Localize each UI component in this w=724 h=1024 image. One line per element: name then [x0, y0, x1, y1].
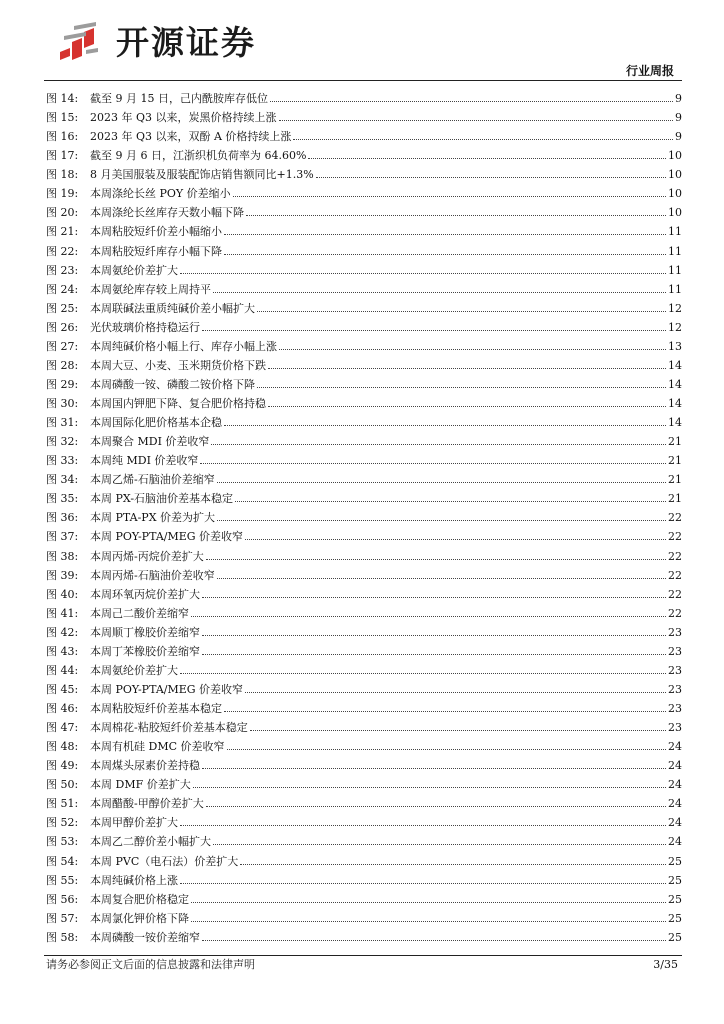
dot-leader — [180, 673, 666, 674]
figure-number: 图 54: — [46, 854, 79, 868]
figure-number: 图 34: — [46, 473, 79, 487]
figure-title: 本周氨纶价差扩大 — [90, 263, 178, 277]
toc-entry[interactable] — [46, 832, 682, 851]
dot-leader — [193, 787, 666, 788]
dot-leader — [206, 559, 666, 560]
figure-page-number: 13 — [668, 339, 682, 353]
dot-leader — [191, 921, 666, 922]
dot-leader — [279, 349, 666, 350]
figure-page-number: 22 — [668, 549, 682, 563]
figure-page-number: 22 — [668, 511, 682, 525]
figure-title: 本周国内钾肥下降、复合肥价格持稳 — [90, 397, 266, 410]
figure-number: 图 20: — [46, 206, 79, 220]
figure-page-number: 11 — [668, 263, 682, 277]
figure-title: 截至 9 月 15 日，己内酰胺库存低位 — [90, 92, 268, 105]
figure-number: 图 30: — [46, 397, 79, 410]
figure-number: 图 19: — [46, 187, 79, 201]
dot-leader — [308, 158, 666, 159]
figure-page-number: 25 — [668, 873, 682, 887]
dot-leader — [227, 749, 667, 750]
dot-leader — [180, 883, 666, 884]
figure-page-number: 9 — [675, 111, 682, 125]
figure-title: 截至 9 月 6 日，江浙织机负荷率为 64.60% — [90, 149, 307, 163]
toc-entry[interactable] — [46, 337, 682, 356]
report-type: 行业周报 — [625, 64, 674, 78]
dot-leader — [235, 501, 666, 502]
figure-title: 本周氯化钾价格下降 — [90, 911, 189, 925]
dot-leader — [257, 311, 666, 312]
figure-page-number: 24 — [668, 778, 682, 792]
figure-title: 本周纯碱价格上涨 — [90, 873, 178, 887]
toc-entry[interactable] — [46, 432, 682, 451]
dot-leader — [224, 425, 666, 426]
figure-page-number: 22 — [668, 606, 682, 620]
dot-leader — [200, 463, 666, 464]
figure-title: 本周丙烯-石脑油价差收窄 — [90, 568, 215, 582]
figure-page-number: 24 — [668, 797, 682, 811]
figure-number: 图 39: — [46, 568, 79, 582]
figure-title: 本周甲醇价差扩大 — [90, 816, 178, 830]
figure-title: 本周 POY-PTA/MEG 价差收窄 — [90, 530, 244, 544]
figure-number: 图 45: — [46, 682, 79, 696]
toc-entry[interactable] — [46, 242, 682, 261]
figure-page-number: 9 — [675, 92, 682, 105]
figure-title: 本周大豆、小麦、玉米期货价格下跌 — [90, 358, 266, 372]
dot-leader — [224, 711, 666, 712]
figure-page-number: 23 — [668, 682, 682, 696]
dot-leader — [217, 520, 666, 521]
figure-title: 本周乙二醇价差小幅扩大 — [90, 835, 211, 849]
dot-leader — [202, 635, 666, 636]
figure-number: 图 56: — [46, 892, 79, 906]
figure-number: 图 16: — [46, 130, 79, 144]
toc-entry[interactable] — [46, 566, 682, 585]
figure-page-number: 11 — [668, 282, 682, 296]
figure-title: 本周磷酸一铵、磷酸二铵价格下降 — [90, 377, 255, 391]
figure-number: 图 32: — [46, 435, 79, 449]
dot-leader — [191, 616, 666, 617]
figure-number: 图 36: — [46, 511, 79, 525]
toc-entry[interactable] — [46, 928, 682, 947]
figure-page-number: 22 — [668, 568, 682, 582]
figure-title: 本周己二酸价差缩窄 — [90, 606, 189, 620]
dot-leader — [202, 654, 666, 655]
figure-title: 本周粘胶短纤价差基本稳定 — [90, 702, 222, 715]
toc-entry[interactable] — [46, 909, 682, 928]
toc-entry[interactable] — [46, 165, 682, 184]
figure-page-number: 25 — [668, 854, 682, 868]
figure-page-number: 11 — [668, 244, 682, 258]
figure-title: 本周丙烯-丙烷价差扩大 — [90, 549, 204, 563]
figure-number: 图 43: — [46, 644, 79, 658]
toc-entry[interactable] — [46, 356, 682, 375]
figure-page-number: 10 — [668, 187, 682, 201]
figure-table-of-contents — [46, 89, 682, 947]
toc-entry[interactable] — [46, 451, 682, 470]
dot-leader — [316, 177, 666, 178]
dot-leader — [206, 806, 666, 807]
figure-title: 本周顺丁橡胶价差缩窄 — [90, 625, 200, 639]
toc-entry[interactable] — [46, 222, 682, 241]
dot-leader — [246, 215, 666, 216]
figure-title: 本周纯碱价格小幅上行、库存小幅上涨 — [90, 339, 277, 353]
figure-number: 图 53: — [46, 835, 79, 849]
toc-entry[interactable] — [46, 585, 682, 604]
figure-title: 2023 年 Q3 以来，炭黑价格持续上涨 — [90, 111, 277, 125]
figure-page-number: 12 — [668, 320, 682, 334]
dot-leader — [213, 292, 666, 293]
toc-entry[interactable] — [46, 661, 682, 680]
figure-title: 本周 PTA-PX 价差为扩大 — [90, 511, 216, 525]
header-divider — [44, 80, 682, 81]
figure-title: 本周复合肥价格稳定 — [90, 892, 189, 906]
toc-entry[interactable] — [46, 680, 682, 699]
figure-title: 本周氨纶价差扩大 — [90, 663, 178, 677]
figure-number: 图 21: — [46, 225, 79, 239]
figure-number: 图 51: — [46, 797, 79, 811]
toc-entry[interactable] — [46, 489, 682, 508]
figure-title: 本周粘胶短纤库存小幅下降 — [90, 244, 222, 258]
toc-entry[interactable] — [46, 756, 682, 775]
figure-number: 图 25: — [46, 301, 79, 315]
figure-title: 8 月美国服装及服装配饰店销售额同比+1.3% — [90, 168, 314, 182]
figure-title: 本周 PX-石脑油价差基本稳定 — [90, 492, 234, 506]
figure-number: 图 14: — [46, 92, 79, 105]
toc-entry[interactable] — [46, 604, 682, 623]
dot-leader — [240, 864, 666, 865]
figure-title: 本周磷酸一铵价差缩窄 — [90, 930, 200, 944]
figure-title: 本周棉花-粘胶短纤价差基本稳定 — [90, 721, 248, 735]
toc-entry[interactable] — [46, 527, 682, 546]
figure-title: 光伏玻璃价格持稳运行 — [90, 320, 200, 334]
figure-number: 图 31: — [46, 416, 79, 430]
dot-leader — [270, 101, 673, 102]
figure-number: 图 28: — [46, 358, 79, 372]
kaiyuan-securities-logo-icon — [56, 22, 100, 62]
figure-title: 本周有机硅 DMC 价差收窄 — [90, 740, 225, 754]
figure-page-number: 23 — [668, 644, 682, 658]
figure-page-number: 10 — [668, 168, 682, 182]
toc-entry[interactable] — [46, 146, 682, 165]
figure-title: 本周粘胶短纤价差小幅缩小 — [90, 225, 222, 239]
figure-title: 本周 DMF 价差扩大 — [90, 778, 191, 792]
figure-page-number: 14 — [668, 377, 682, 391]
figure-number: 图 48: — [46, 740, 79, 754]
dot-leader — [250, 730, 666, 731]
toc-entry[interactable] — [46, 852, 682, 871]
figure-page-number: 24 — [668, 759, 682, 773]
toc-entry[interactable] — [46, 718, 682, 737]
figure-number: 图 27: — [46, 339, 79, 353]
dot-leader — [180, 273, 666, 274]
dot-leader — [211, 444, 666, 445]
figure-title: 本周醋酸-甲醇价差扩大 — [90, 797, 204, 811]
figure-page-number: 21 — [668, 473, 682, 487]
brand-name: 开源证券 — [116, 23, 256, 62]
figure-page-number: 23 — [668, 663, 682, 677]
figure-title: 本周 POY-PTA/MEG 价差收窄 — [90, 682, 244, 696]
figure-page-number: 21 — [668, 435, 682, 449]
dot-leader — [293, 139, 673, 140]
figure-number: 图 22: — [46, 244, 79, 258]
figure-number: 图 17: — [46, 149, 79, 163]
dot-leader — [217, 578, 666, 579]
figure-page-number: 23 — [668, 625, 682, 639]
dot-leader — [224, 254, 666, 255]
toc-entry[interactable] — [46, 89, 682, 108]
toc-entry[interactable] — [46, 890, 682, 909]
toc-entry[interactable] — [46, 127, 682, 146]
figure-page-number: 25 — [668, 911, 682, 925]
figure-page-number: 14 — [668, 358, 682, 372]
dot-leader — [224, 234, 666, 235]
figure-number: 图 44: — [46, 663, 79, 677]
figure-title: 本周国际化肥价格基本企稳 — [90, 416, 222, 430]
toc-entry[interactable] — [46, 642, 682, 661]
figure-number: 图 38: — [46, 549, 79, 563]
toc-entry[interactable] — [46, 184, 682, 203]
toc-entry[interactable] — [46, 413, 682, 432]
figure-page-number: 10 — [668, 206, 682, 220]
dot-leader — [180, 825, 666, 826]
dot-leader — [245, 692, 666, 693]
dot-leader — [268, 406, 666, 407]
toc-entry[interactable] — [46, 508, 682, 527]
dot-leader — [202, 330, 666, 331]
toc-entry[interactable] — [46, 623, 682, 642]
dot-leader — [202, 768, 666, 769]
figure-page-number: 11 — [668, 225, 682, 239]
toc-entry[interactable] — [46, 299, 682, 318]
figure-title: 本周氨纶库存较上周持平 — [90, 282, 211, 296]
figure-title: 本周 PVC（电石法）价差扩大 — [90, 854, 239, 868]
figure-page-number: 22 — [668, 587, 682, 601]
figure-page-number: 14 — [668, 397, 682, 410]
figure-number: 图 24: — [46, 282, 79, 296]
figure-number: 图 29: — [46, 377, 79, 391]
figure-page-number: 25 — [668, 892, 682, 906]
figure-title: 本周环氧丙烷价差扩大 — [90, 587, 200, 601]
toc-entry[interactable] — [46, 318, 682, 337]
figure-page-number: 21 — [668, 492, 682, 506]
figure-page-number: 12 — [668, 301, 682, 315]
figure-title: 本周联碱法重质纯碱价差小幅扩大 — [90, 301, 255, 315]
figure-title: 2023 年 Q3 以来，双酚 A 价格持续上涨 — [90, 130, 292, 144]
dot-leader — [233, 196, 666, 197]
figure-number: 图 55: — [46, 873, 79, 887]
dot-leader — [245, 539, 666, 540]
figure-title: 本周涤纶长丝库存天数小幅下降 — [90, 206, 244, 220]
dot-leader — [202, 597, 666, 598]
figure-number: 图 33: — [46, 454, 79, 468]
dot-leader — [191, 902, 666, 903]
toc-entry[interactable] — [46, 203, 682, 222]
figure-number: 图 58: — [46, 930, 79, 944]
figure-page-number: 25 — [668, 930, 682, 944]
toc-entry[interactable] — [46, 108, 682, 127]
figure-number: 图 50: — [46, 778, 79, 792]
figure-number: 图 42: — [46, 625, 79, 639]
figure-number: 图 47: — [46, 721, 79, 735]
toc-entry[interactable] — [46, 737, 682, 756]
toc-entry[interactable] — [46, 547, 682, 566]
figure-number: 图 23: — [46, 263, 79, 277]
figure-number: 图 15: — [46, 111, 79, 125]
figure-page-number: 23 — [668, 702, 682, 715]
page-header — [0, 0, 724, 82]
figure-title: 本周乙烯-石脑油价差缩窄 — [90, 473, 215, 487]
toc-entry[interactable] — [46, 775, 682, 794]
toc-entry[interactable] — [46, 470, 682, 489]
toc-entry[interactable] — [46, 394, 682, 413]
figure-title: 本周纯 MDI 价差收窄 — [90, 454, 199, 468]
page-number: 3/35 — [653, 958, 678, 971]
toc-entry[interactable] — [46, 699, 682, 718]
dot-leader — [279, 120, 674, 121]
toc-entry[interactable] — [46, 375, 682, 394]
figure-number: 图 40: — [46, 587, 79, 601]
figure-page-number: 14 — [668, 416, 682, 430]
figure-number: 图 57: — [46, 911, 79, 925]
toc-entry[interactable] — [46, 261, 682, 280]
figure-page-number: 21 — [668, 454, 682, 468]
footer-divider — [44, 955, 682, 956]
dot-leader — [268, 368, 666, 369]
figure-page-number: 22 — [668, 530, 682, 544]
toc-entry[interactable] — [46, 871, 682, 890]
dot-leader — [213, 844, 666, 845]
figure-number: 图 18: — [46, 168, 79, 182]
figure-number: 图 35: — [46, 492, 79, 506]
figure-title: 本周聚合 MDI 价差收窄 — [90, 435, 210, 449]
figure-number: 图 52: — [46, 816, 79, 830]
toc-entry[interactable] — [46, 794, 682, 813]
figure-number: 图 37: — [46, 530, 79, 544]
figure-page-number: 9 — [675, 130, 682, 144]
figure-number: 图 26: — [46, 320, 79, 334]
toc-entry[interactable] — [46, 280, 682, 299]
toc-entry[interactable] — [46, 813, 682, 832]
figure-page-number: 24 — [668, 835, 682, 849]
figure-number: 图 49: — [46, 759, 79, 773]
figure-title: 本周丁苯橡胶价差缩窄 — [90, 644, 200, 658]
figure-title: 本周煤头尿素价差持稳 — [90, 759, 200, 773]
dot-leader — [217, 482, 666, 483]
figure-number: 图 41: — [46, 606, 79, 620]
footer-disclaimer: 请务必参阅正文后面的信息披露和法律声明 — [46, 958, 255, 971]
figure-page-number: 24 — [668, 740, 682, 754]
dot-leader — [202, 940, 666, 941]
figure-title: 本周涤纶长丝 POY 价差缩小 — [90, 187, 231, 201]
figure-page-number: 10 — [668, 149, 682, 163]
figure-page-number: 23 — [668, 721, 682, 735]
figure-number: 图 46: — [46, 702, 79, 715]
dot-leader — [257, 387, 666, 388]
figure-page-number: 24 — [668, 816, 682, 830]
